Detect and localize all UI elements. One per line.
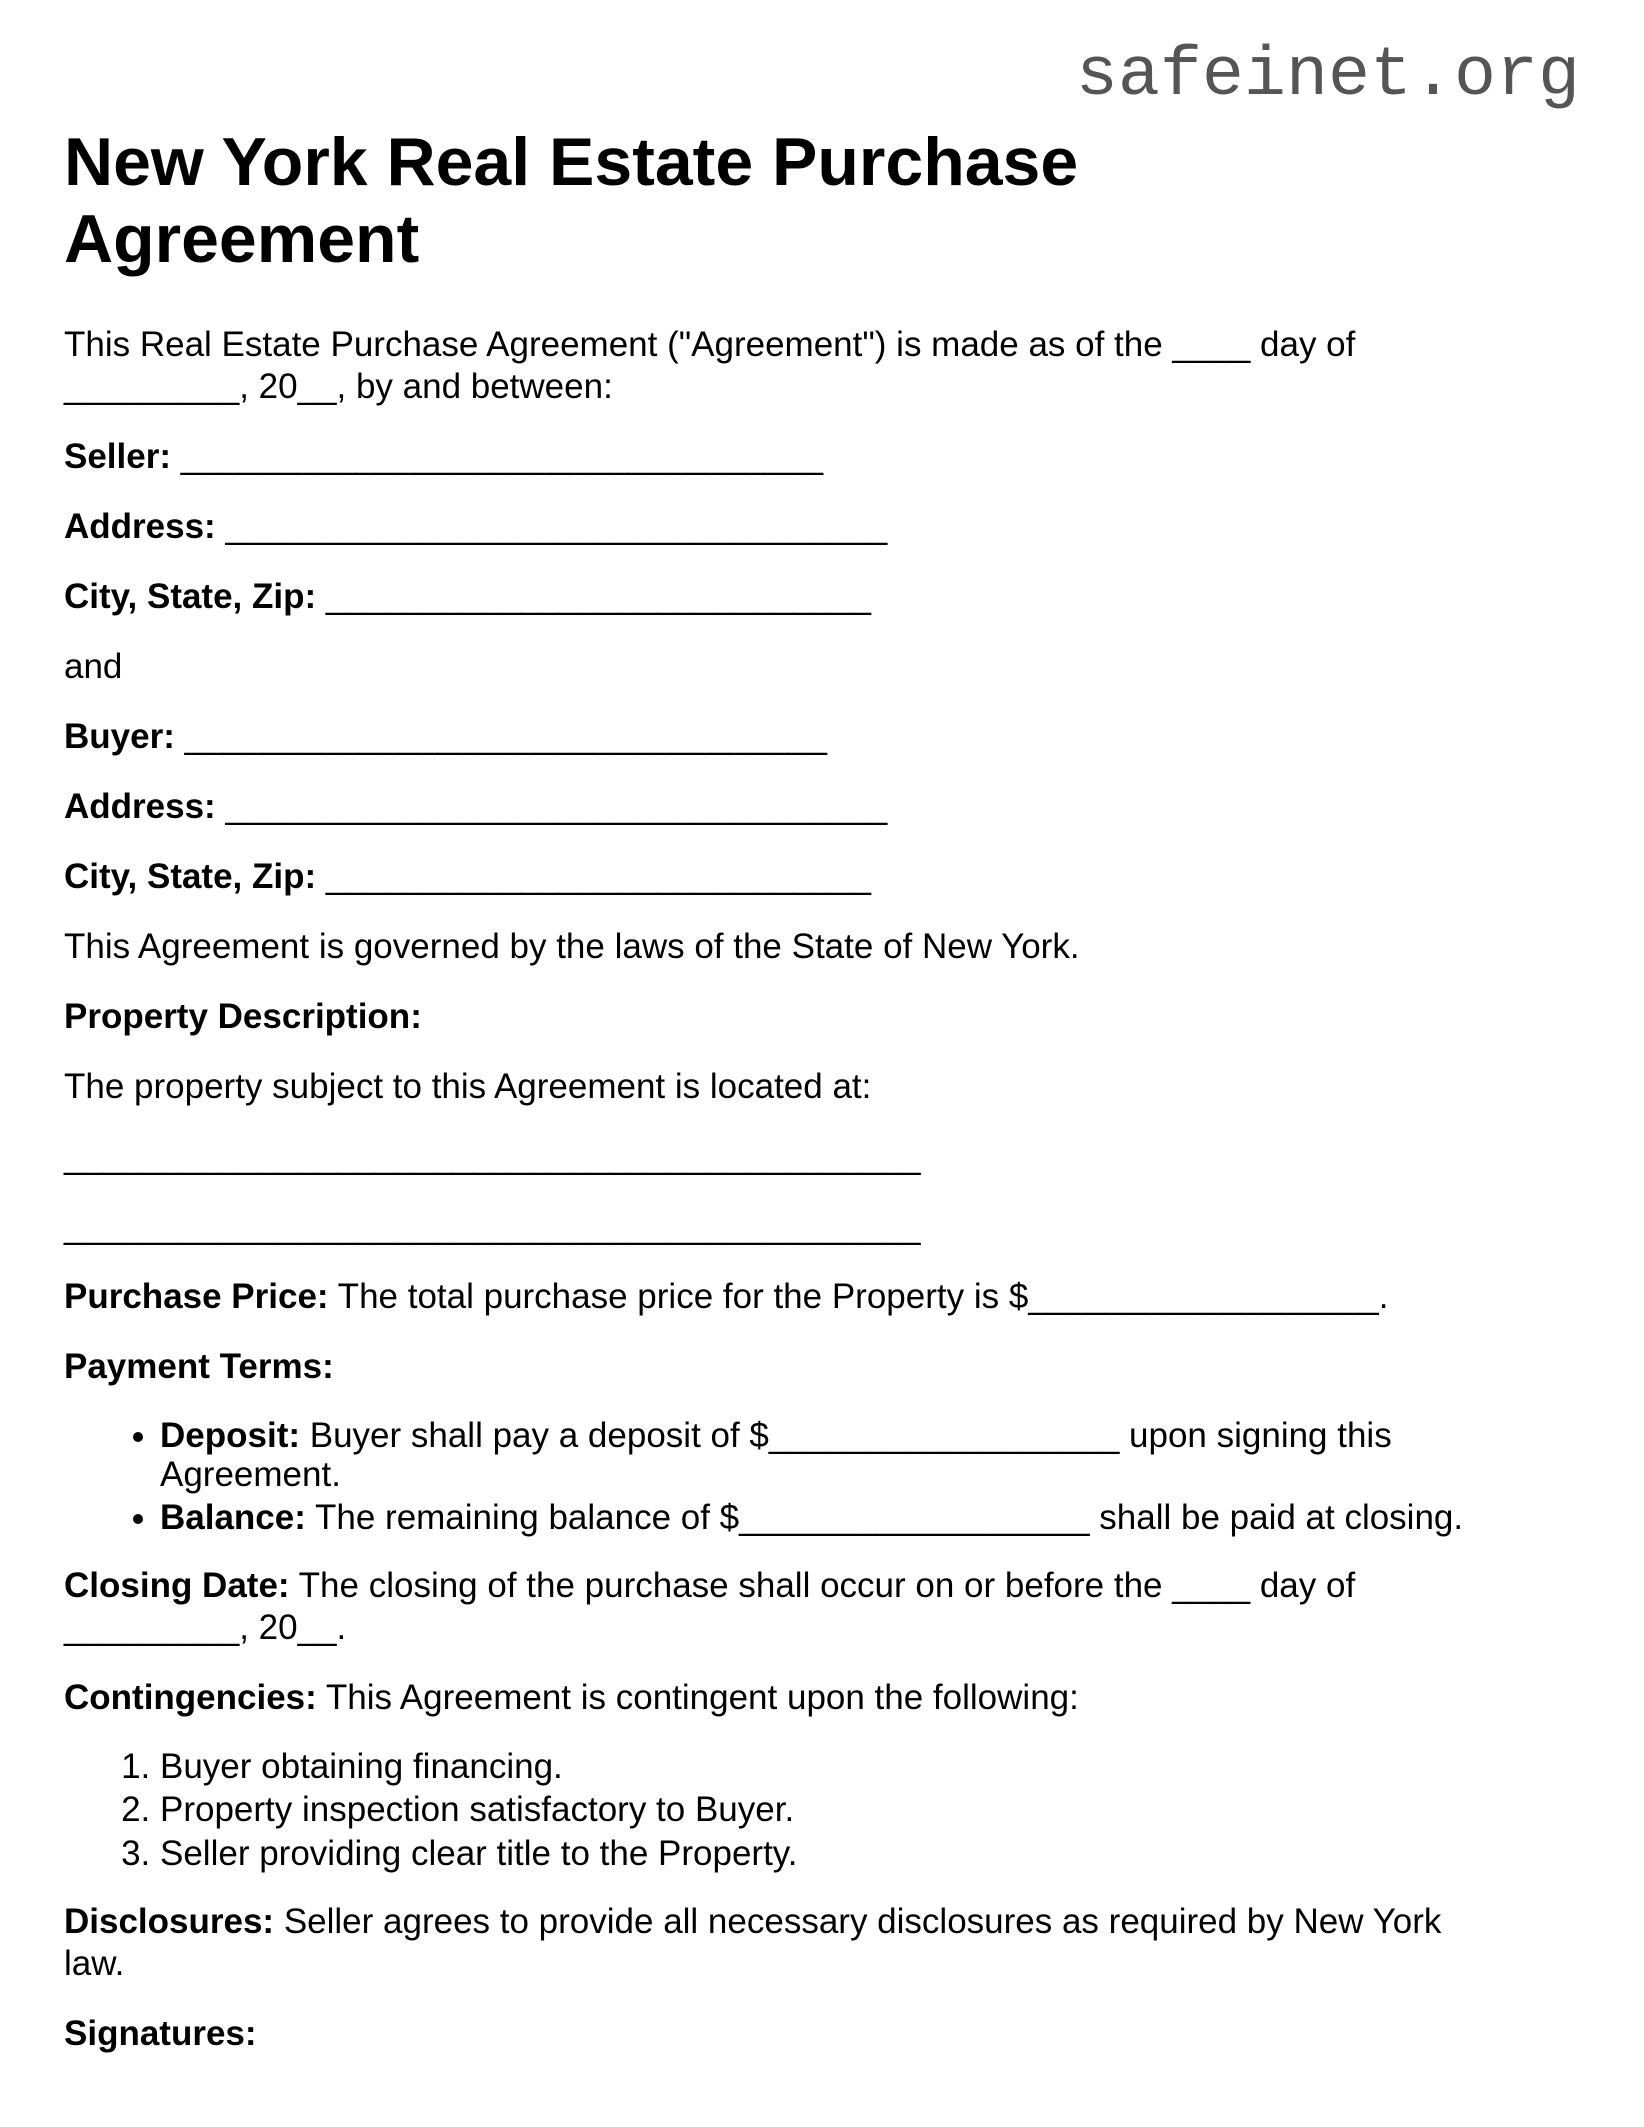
seller-address-label: Address:	[64, 506, 216, 546]
buyer-address-line	[64, 786, 1580, 828]
parties-conjunction: and	[64, 646, 123, 686]
disclosures-line1: Seller agrees to provide all necessary disclosures as required by New York	[274, 1901, 1442, 1941]
purchase-price-period: .	[1378, 1276, 1389, 1316]
contingencies-list	[64, 1747, 1580, 1873]
intro-paragraph	[64, 324, 1580, 408]
seller-city-line	[64, 576, 1580, 618]
contingencies-label: Contingencies:	[64, 1678, 317, 1718]
buyer-address-blank[interactable]: __________________________________	[225, 786, 888, 826]
deposit-amount-blank[interactable]: __________________	[768, 1415, 1120, 1455]
seller-city-blank[interactable]: ____________________________	[325, 576, 871, 616]
deposit-label: Deposit:	[160, 1415, 300, 1455]
deposit-item	[160, 1416, 1580, 1494]
buyer-address-label: Address:	[64, 786, 216, 826]
purchase-price-blank[interactable]: __________________	[1028, 1276, 1379, 1316]
buyer-city-blank[interactable]: ____________________________	[325, 856, 871, 896]
buyer-city-line	[64, 856, 1580, 898]
disclosures-paragraph	[64, 1901, 1580, 1985]
contingencies-paragraph	[64, 1677, 1580, 1719]
signatures-heading	[64, 2013, 1580, 2055]
property-description-heading-label: Property Description:	[64, 996, 422, 1036]
purchase-price-label: Purchase Price:	[64, 1276, 329, 1316]
governing-law-paragraph: This Agreement is governed by the laws of the State of New York.	[64, 926, 1080, 966]
intro-line1: This Real Estate Purchase Agreement ("Agreement") is made as of the ____ day of	[64, 324, 1356, 364]
buyer-name-blank[interactable]: _________________________________	[184, 716, 827, 756]
deposit-text3: Agreement.	[160, 1454, 341, 1494]
property-location-line1	[64, 1136, 1580, 1178]
property-location-blank1[interactable]: ____________________________________________	[64, 1136, 921, 1176]
purchase-price-paragraph	[64, 1276, 1580, 1318]
seller-name-blank[interactable]: _________________________________	[180, 436, 824, 476]
buyer-name-line	[64, 716, 1580, 758]
deposit-text2: upon signing this	[1119, 1415, 1392, 1455]
document-title-line2: Agreement	[64, 200, 420, 277]
property-description-heading	[64, 996, 1580, 1038]
property-location-blank2[interactable]: ____________________________________________	[64, 1206, 921, 1246]
document-title	[64, 124, 1580, 278]
seller-label: Seller:	[64, 436, 171, 476]
contingency-item-1: 1. Buyer obtaining financing.	[160, 1747, 1580, 1786]
buyer-city-label: City, State, Zip:	[64, 856, 317, 896]
balance-text1: The remaining balance of $	[305, 1498, 740, 1538]
seller-address-line	[64, 506, 1580, 548]
property-location-line2	[64, 1206, 1580, 1248]
closing-date-line1: The closing of the purchase shall occur on or before the ____ day of	[289, 1566, 1356, 1606]
disclosures-label: Disclosures:	[64, 1901, 275, 1941]
intro-line2: _________, 20__, by and between:	[64, 366, 613, 406]
site-watermark: safeinet.org	[1075, 37, 1580, 116]
closing-date-label: Closing Date:	[64, 1566, 290, 1606]
contingency-item-3: 3. Seller providing clear title to the Property.	[160, 1834, 1580, 1873]
closing-date-paragraph	[64, 1565, 1580, 1649]
property-location-intro: The property subject to this Agreement is located at:	[64, 1066, 872, 1106]
payment-terms-heading-label: Payment Terms:	[64, 1346, 334, 1386]
disclosures-line2: law.	[64, 1943, 125, 1983]
balance-text2: shall be paid at closing.	[1089, 1498, 1464, 1538]
buyer-label: Buyer:	[64, 716, 175, 756]
seller-name-line	[64, 436, 1580, 478]
balance-label: Balance:	[160, 1498, 306, 1538]
signatures-heading-label: Signatures:	[64, 2013, 257, 2053]
payment-terms-heading	[64, 1346, 1580, 1388]
seller-address-blank[interactable]: __________________________________	[225, 506, 888, 546]
contingency-item-2: 2. Property inspection satisfactory to Buyer.	[160, 1790, 1580, 1829]
closing-date-line2: _________, 20__.	[64, 1608, 347, 1648]
payment-terms-list	[64, 1416, 1580, 1538]
balance-item	[160, 1498, 1580, 1537]
purchase-price-text: The total purchase price for the Property is $	[328, 1276, 1029, 1316]
seller-city-label: City, State, Zip:	[64, 576, 317, 616]
balance-amount-blank[interactable]: __________________	[739, 1498, 1090, 1538]
document-title-line1: New York Real Estate Purchase	[64, 124, 1079, 200]
contingencies-text: This Agreement is contingent upon the following:	[316, 1678, 1079, 1718]
deposit-text1: Buyer shall pay a deposit of $	[300, 1415, 769, 1455]
